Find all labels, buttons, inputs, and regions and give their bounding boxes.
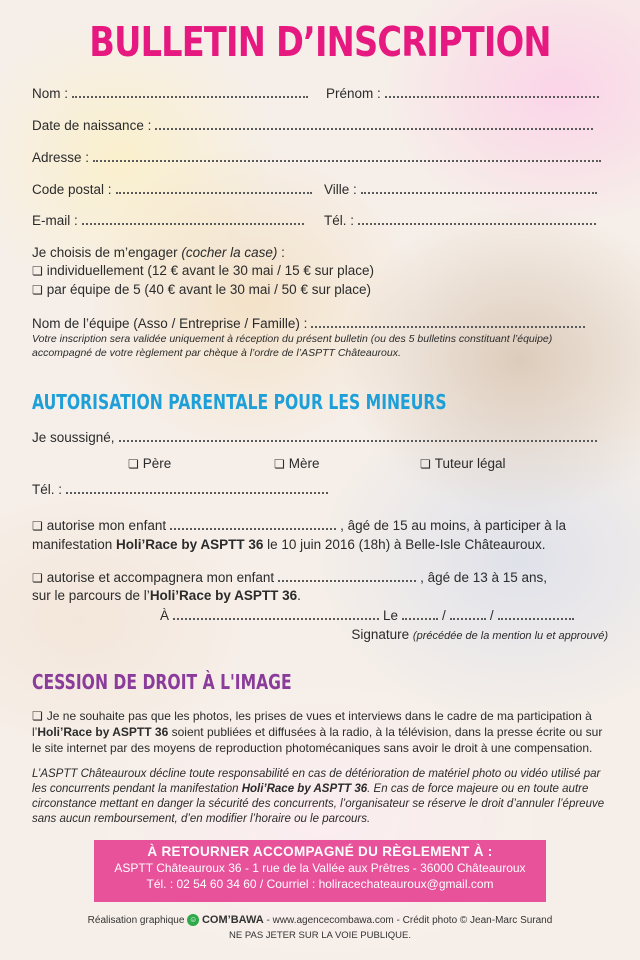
return-contact: Tél. : 02 54 60 34 60 / Courriel : holiracechateauroux@gmail.com xyxy=(146,877,494,891)
checkbox-icon[interactable]: ❏ xyxy=(128,457,139,471)
option-equipe[interactable] xyxy=(32,282,371,298)
option-individuel[interactable] xyxy=(32,263,374,279)
ville-label: Ville : xyxy=(324,182,357,197)
image-rights-para2: L’ASPTT Châteauroux décline toute responsabilité en cas de détérioration de matériel photo ou vidéo utilisé par les concurrents pendant la manifestation Holi’Race by ASPTT 36. En cas de force majeure ou en toute autre circonstance mettant en danger la sécurité des concurrents, l’organisateur se réserve le droit d’annuler l’épreuve sans aucun remboursement, d’en modifier l’horaire ou le parcours. xyxy=(32,768,605,825)
option-pere[interactable] xyxy=(128,456,171,472)
tuteur-label: Tuteur légal xyxy=(434,456,506,471)
return-address: ASPTT Châteauroux 36 - 1 rue de la Vallée aux Prêtres - 36000 Châteauroux xyxy=(114,861,526,875)
child-name-line-2[interactable] xyxy=(278,570,416,582)
pere-label: Père xyxy=(142,456,172,471)
field-ville[interactable] xyxy=(324,182,601,198)
event-name: Holi’Race by ASPTT 36 xyxy=(241,783,368,795)
date-naissance-line[interactable] xyxy=(155,118,593,130)
engagement-lead: Je choisis de m’engager (cocher la case) : xyxy=(32,245,285,260)
field-date-naissance[interactable] xyxy=(32,118,597,134)
image-rights-heading: CESSION DE DROIT À L'IMAGE xyxy=(32,670,292,694)
event-name: Holi’Race by ASPTT 36 xyxy=(37,725,169,739)
signature-note: (précédée de la mention lu et approuvé) xyxy=(412,630,608,642)
parent-tel-line[interactable] xyxy=(66,482,328,494)
option-individuel-label: individuellement (12 € avant le 30 mai / 15 € sur place) xyxy=(46,263,374,278)
field-tel[interactable] xyxy=(324,213,600,229)
option-mere[interactable] xyxy=(274,456,320,472)
return-address-box xyxy=(94,840,546,902)
parent-tel-label: Tél. : xyxy=(32,482,63,497)
credits-text: - www.agencecombawa.com - Crédit photo © Jean-Marc Surand xyxy=(266,915,553,926)
team-name-label: Nom de l’équipe (Asso / Entreprise / Famille) : xyxy=(32,316,308,331)
code-postal-label: Code postal : xyxy=(32,182,112,197)
event-name: Holi’Race by ASPTT 36 xyxy=(116,537,264,552)
option-tuteur[interactable] xyxy=(420,456,506,472)
day-line[interactable] xyxy=(402,608,438,620)
field-parent-tel[interactable] xyxy=(32,482,332,498)
auth-15-line1[interactable]: ❏ autorise mon enfant , âgé de 15 au moins, à participer à la xyxy=(32,518,566,533)
signature-row[interactable] xyxy=(351,627,608,644)
adresse-label: Adresse : xyxy=(32,150,90,165)
parental-heading: AUTORISATION PARENTALE POUR LES MINEURS xyxy=(32,390,447,414)
email-label: E-mail : xyxy=(32,213,78,228)
brand-name: COM’BAWA xyxy=(201,914,264,926)
a-label: À xyxy=(160,608,170,623)
field-code-postal[interactable] xyxy=(32,182,316,198)
auth-13-line2: sur le parcours de l’Holi’Race by ASPTT 36. xyxy=(32,588,301,603)
credits-line: Réalisation graphique ☺ COM’BAWA - www.agencecombawa.com - Crédit photo © Jean-Marc Surand xyxy=(87,914,553,926)
month-line[interactable] xyxy=(450,608,486,620)
child-name-line[interactable] xyxy=(170,518,336,530)
image-rights-para1[interactable]: ❏ Je ne souhaite pas que les photos, les prises de vues et interviews dans le cadre de ma participation à l’Holi’Race by ASPTT 36 soient publiées et diffusées à la radio, à la télévision, dans la presse écrite ou sur le site internet par des moyens de reproduction photomécaniques sans avoir le droit à une compensation. xyxy=(32,709,603,755)
field-team-name[interactable] xyxy=(32,316,589,332)
field-nom[interactable] xyxy=(32,86,312,102)
code-postal-line[interactable] xyxy=(116,182,312,194)
ville-line[interactable] xyxy=(361,182,597,194)
inscription-notice: Votre inscription sera validée uniquement à réception du présent bulletin (ou des 5 bulletins constituant l’équipe) accompagné de votre règlement par chèque à l’ordre de l’ASPTT Châteauroux. xyxy=(32,333,553,359)
page-title: BULLETIN D’INSCRIPTION xyxy=(89,18,551,66)
tel-label: Tél. : xyxy=(324,213,355,228)
date-naissance-label: Date de naissance : xyxy=(32,118,152,133)
auth-15-line2: manifestation Holi’Race by ASPTT 36 le 10 juin 2016 (18h) à Belle-Isle Châteauroux. xyxy=(32,537,546,552)
place-date-row[interactable]: À Le / / xyxy=(160,608,578,624)
auth-13-line1[interactable]: ❏ autorise et accompagnera mon enfant , âgé de 13 à 15 ans, xyxy=(32,570,548,585)
year-line[interactable] xyxy=(498,608,574,620)
checkbox-icon[interactable]: ❏ xyxy=(32,571,43,585)
checkbox-icon[interactable]: ❏ xyxy=(32,519,43,533)
checkbox-icon[interactable]: ❏ xyxy=(32,709,43,723)
field-adresse[interactable] xyxy=(32,150,605,166)
prenom-line[interactable] xyxy=(385,86,599,98)
team-name-line[interactable] xyxy=(311,316,585,328)
le-label: Le xyxy=(383,608,399,623)
soussigne-line[interactable] xyxy=(119,430,597,442)
checkbox-icon[interactable]: ❏ xyxy=(274,457,285,471)
nom-line[interactable] xyxy=(72,86,308,98)
signature-label: Signature xyxy=(351,627,410,642)
checkbox-icon[interactable]: ❏ xyxy=(32,283,43,297)
checkbox-icon[interactable]: ❏ xyxy=(32,264,43,278)
engagement-lead-italic: (cocher la case) xyxy=(181,245,278,260)
field-soussigne[interactable] xyxy=(32,430,601,446)
option-equipe-label: par équipe de 5 (40 € avant le 30 mai / 50 € sur place) xyxy=(46,282,371,297)
tel-line[interactable] xyxy=(358,213,596,225)
place-line[interactable] xyxy=(173,608,379,620)
event-name: Holi’Race by ASPTT 36 xyxy=(149,588,298,603)
return-heading: À RETOURNER ACCOMPAGNÉ DU RÈGLEMENT À : xyxy=(147,844,493,859)
email-line[interactable] xyxy=(82,213,304,225)
mere-label: Mère xyxy=(288,456,320,471)
footer-notice: NE PAS JETER SUR LA VOIE PUBLIQUE. xyxy=(229,930,411,941)
prenom-label: Prénom : xyxy=(326,86,381,101)
field-email[interactable] xyxy=(32,213,308,229)
adresse-line[interactable] xyxy=(93,150,601,162)
combawa-logo-icon: ☺ xyxy=(189,915,198,925)
checkbox-icon[interactable]: ❏ xyxy=(420,457,431,471)
field-prenom[interactable] xyxy=(326,86,603,102)
soussigne-label: Je soussigné, xyxy=(32,430,115,445)
nom-label: Nom : xyxy=(32,86,69,101)
